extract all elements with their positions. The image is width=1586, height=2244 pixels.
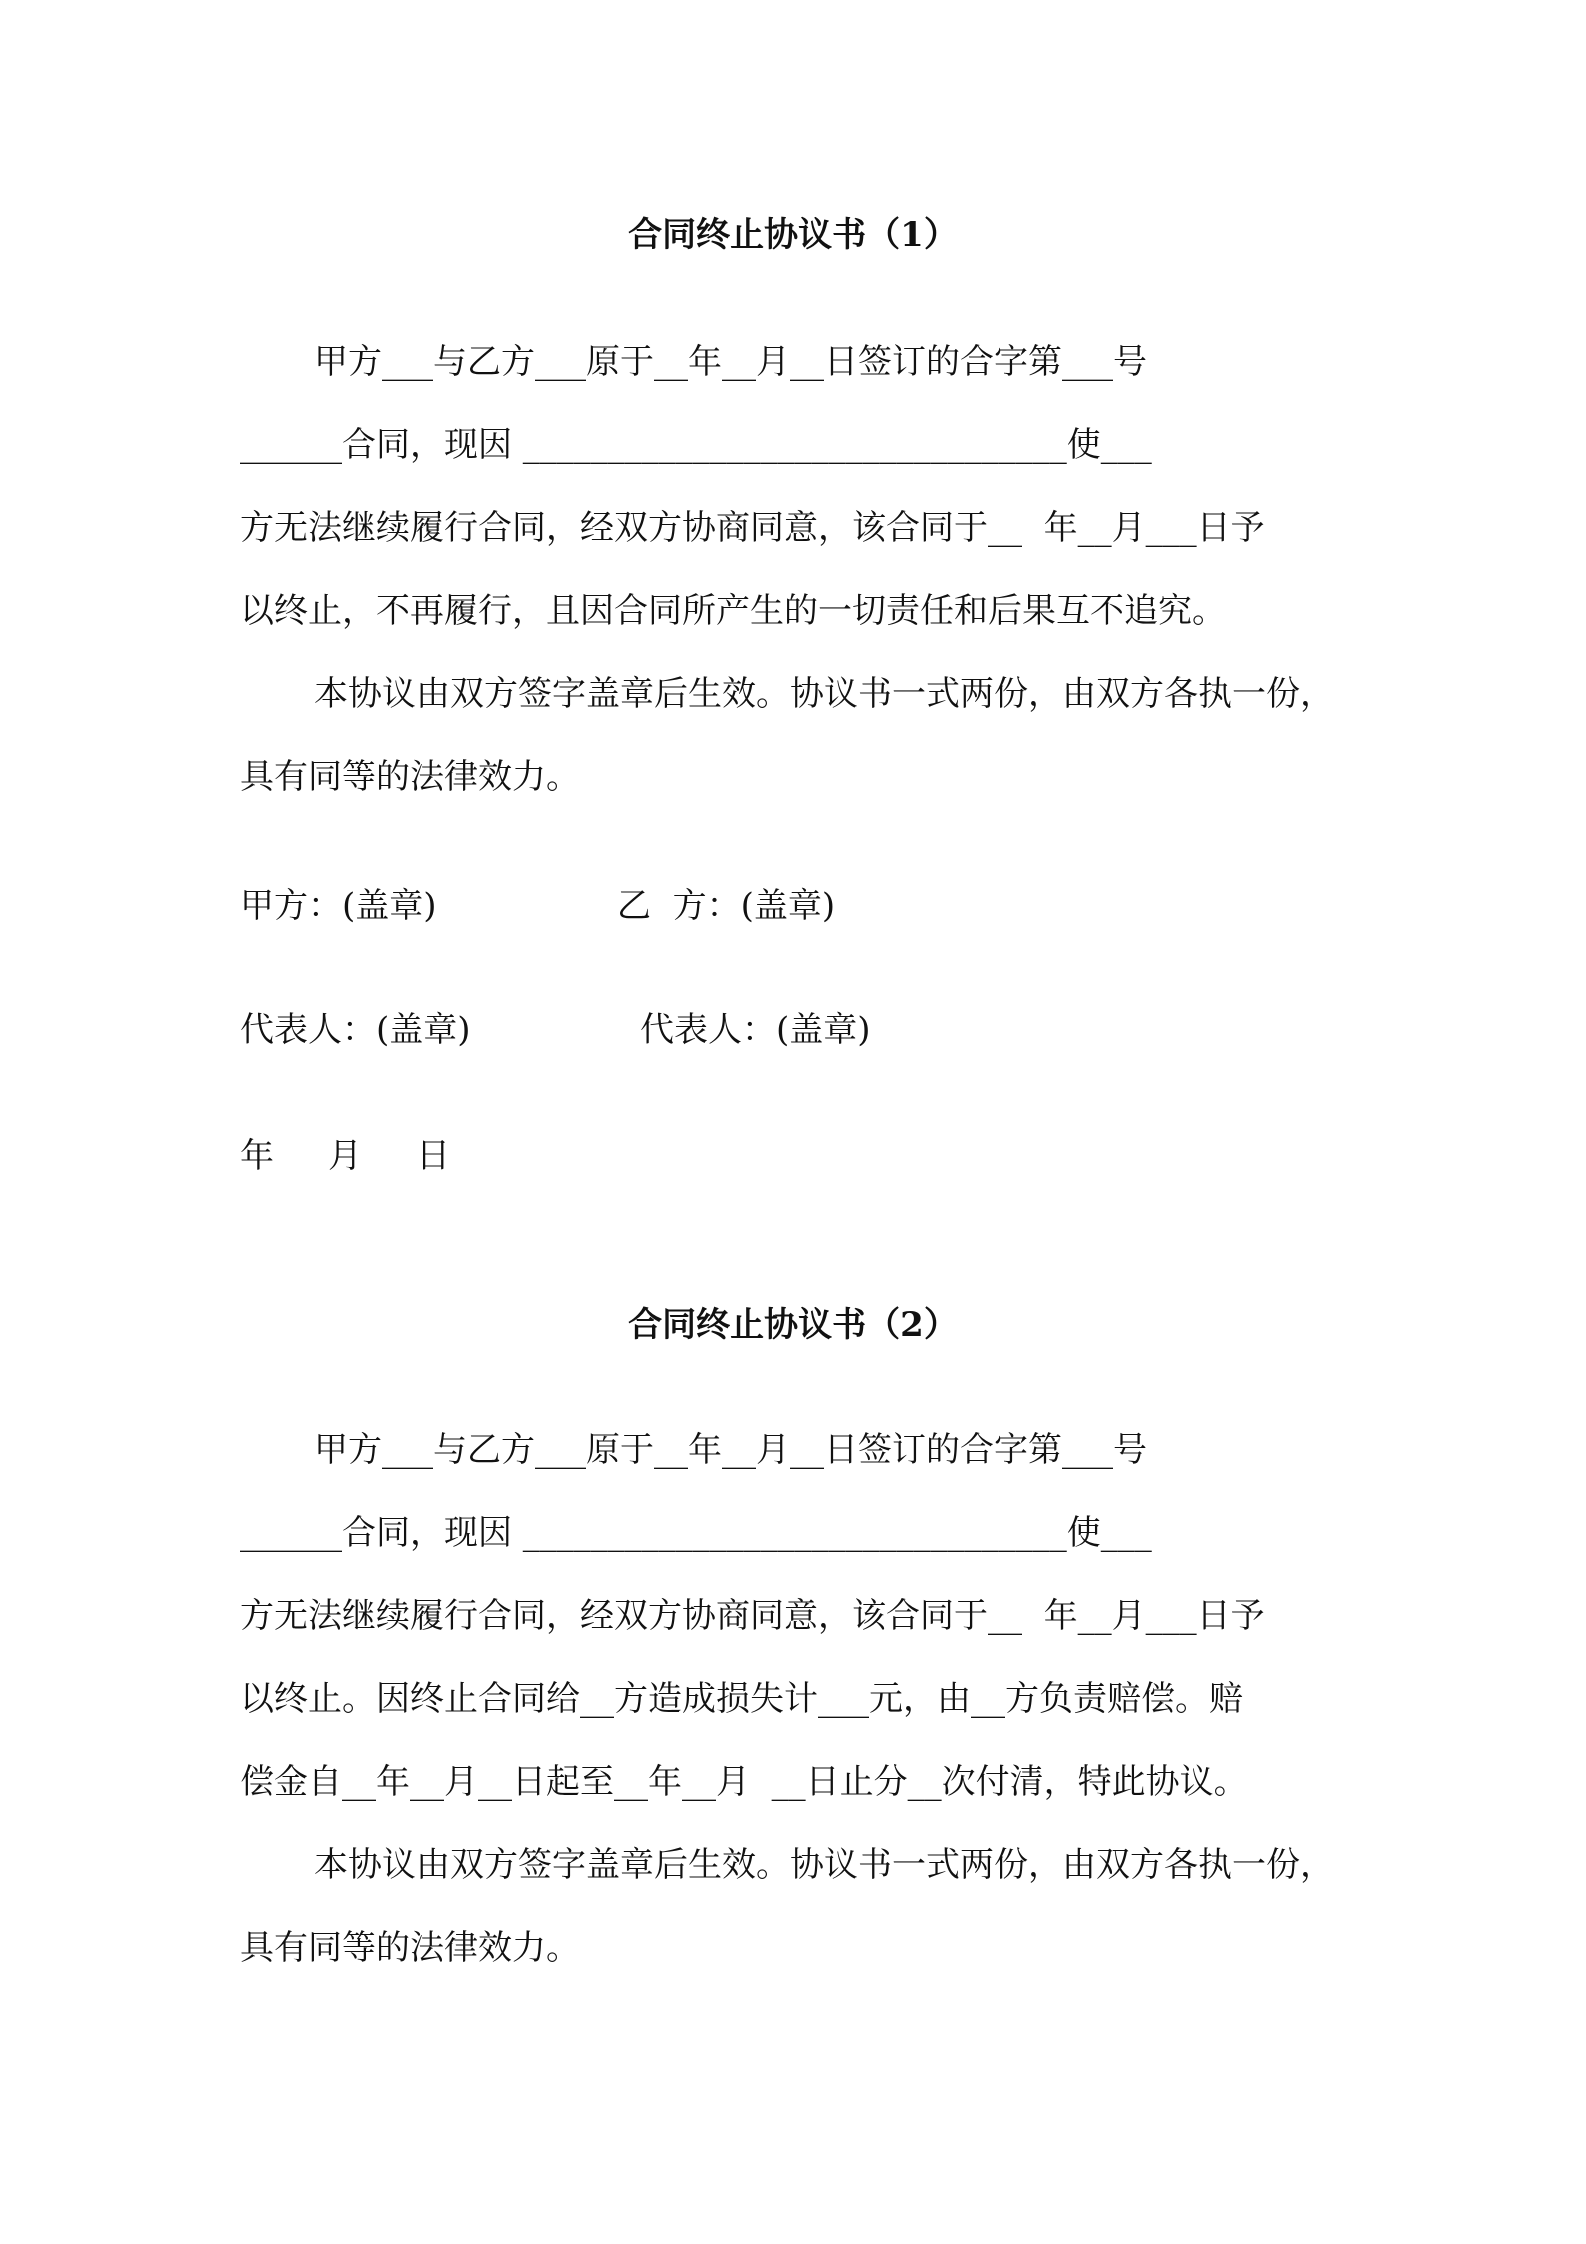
party-a-representative-label: 代表人：(盖章) xyxy=(240,1010,471,1050)
agreement-2-effect-line-2: 具有同等的法律效力。 xyxy=(240,1928,580,1968)
party-b-representative-label: 代表人：(盖章) xyxy=(640,1010,871,1050)
agreement-2-clause-line-1: 甲方___与乙方___原于__年__月__日签订的合字第___号 xyxy=(314,1430,1147,1470)
agreement-1-clause-line-3: 方无法继续履行合同，经双方协商同意，该合同于__ 年__月___日予 xyxy=(240,508,1265,548)
party-b-seal-label: 乙 方：(盖章) xyxy=(617,886,836,926)
agreement-1-clause-line-1: 甲方___与乙方___原于__年__月__日签订的合字第___号 xyxy=(314,342,1147,382)
agreement-1-clause-line-4: 以终止，不再履行，且因合同所产生的一切责任和后果互不追究。 xyxy=(240,591,1226,631)
agreement-1-effect-line-2: 具有同等的法律效力。 xyxy=(240,757,580,797)
party-a-seal-label: 甲方：(盖章) xyxy=(240,886,437,926)
agreement-1-effect-line-1: 本协议由双方签字盖章后生效。协议书一式两份，由双方各执一份， xyxy=(314,674,1334,714)
signing-date-line: 年 月 日 xyxy=(240,1136,451,1176)
agreement-2-clause-line-3: 方无法继续履行合同，经双方协商同意，该合同于__ 年__月___日予 xyxy=(240,1596,1265,1636)
agreement-1-clause-line-2: ______合同，现因 ________________________________使___ xyxy=(240,425,1152,465)
agreement-2-title: 合同终止协议书（2） xyxy=(628,1305,958,1345)
agreement-2-clause-line-5: 偿金自__年__月__日起至__年__月 __日止分__次付清，特此协议。 xyxy=(240,1762,1248,1802)
agreement-2-effect-line-1: 本协议由双方签字盖章后生效。协议书一式两份，由双方各执一份， xyxy=(314,1845,1334,1885)
agreement-1-title: 合同终止协议书（1） xyxy=(628,215,958,255)
agreement-2-clause-line-4: 以终止。因终止合同给__方造成损失计___元，由__方负责赔偿。赔 xyxy=(240,1679,1243,1719)
agreement-2-clause-line-2: ______合同，现因 ________________________________使___ xyxy=(240,1513,1152,1553)
